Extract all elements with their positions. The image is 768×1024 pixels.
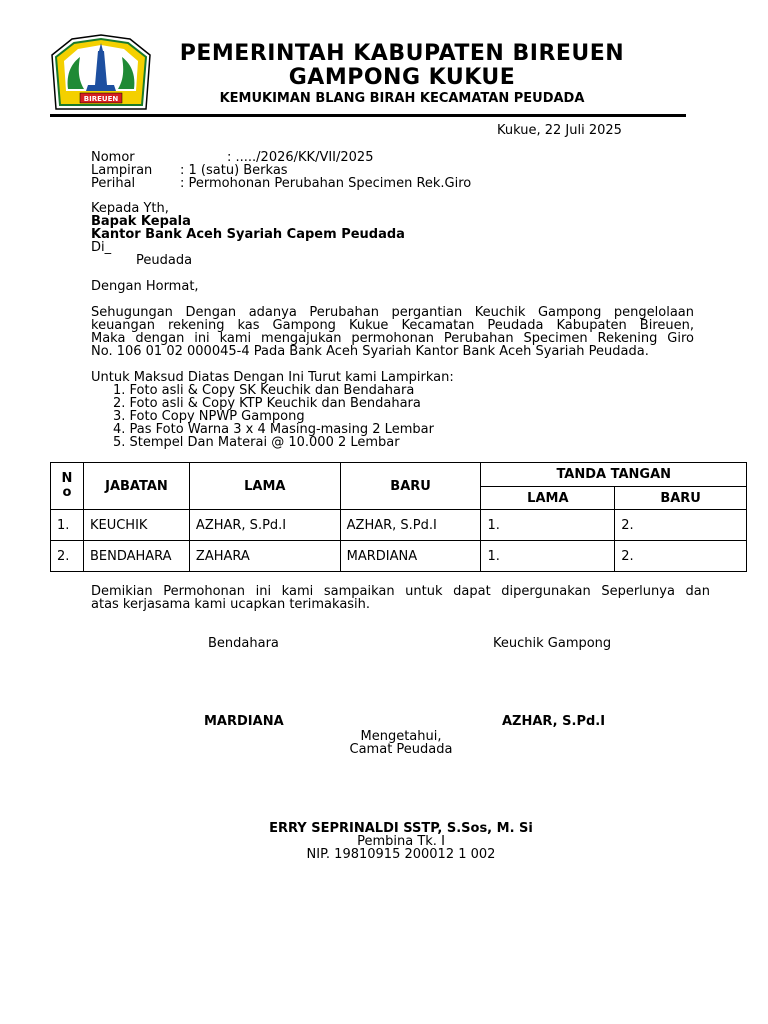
government-title: PEMERINTAH KABUPATEN BIREUEN	[179, 41, 625, 66]
cell-lama: AZHAR, S.Pd.I	[189, 510, 340, 541]
header-tanda-tangan: TANDA TANGAN	[481, 463, 747, 487]
attachment-item: 3. Foto Copy NPWP Gampong	[113, 409, 305, 424]
signer-left-name: MARDIANA	[204, 714, 284, 729]
cell-ttd-lama: 1.	[481, 510, 615, 541]
cell-jabatan: KEUCHIK	[83, 510, 189, 541]
village-title: GAMPONG KUKUE	[288, 65, 516, 90]
header-lama: LAMA	[189, 463, 340, 510]
table-row	[51, 510, 747, 541]
header-no-line2: o	[62, 485, 72, 500]
cell-no: 1.	[51, 510, 84, 541]
cell-jabatan: BENDAHARA	[83, 541, 189, 572]
cell-baru: MARDIANA	[340, 541, 481, 572]
bireuen-regency-logo	[50, 33, 152, 113]
place-date: Kukue, 22 Juli 2025	[497, 123, 622, 138]
attachment-item: 5. Stempel Dan Materai @ 10.000 2 Lembar	[113, 435, 400, 450]
header-ttd-baru: BARU	[615, 487, 747, 510]
header-no	[51, 463, 84, 510]
meta-value-perihal: : Permohonan Perubahan Specimen Rek.Giro	[180, 176, 472, 191]
body-line: No. 106 01 02 000045-4 Pada Bank Aceh Syariah Kantor Bank Aceh Syariah Peudada.	[91, 344, 649, 359]
addressee-place: Peudada	[136, 253, 193, 268]
meta-label-nomor: Nomor	[91, 150, 135, 165]
meta-label-lampiran: Lampiran	[91, 163, 153, 178]
header-no-line1: N	[61, 471, 73, 486]
letterhead-divider	[50, 114, 686, 117]
specimen-table	[50, 462, 747, 572]
signer-right-name: AZHAR, S.Pd.I	[502, 714, 606, 729]
logo-banner-text: BIREUEN	[83, 95, 119, 103]
body-line: Maka dengan ini kami mengajukan permohonan Perubahan Specimen Rekening Giro	[91, 331, 694, 346]
camat-nip: NIP. 19810915 200012 1 002	[306, 847, 496, 862]
addressee-greeting: Kepada Yth,	[91, 201, 169, 216]
attachment-item: 4. Pas Foto Warna 3 x 4 Masing-masing 2 Lembar	[113, 422, 434, 437]
addressee-line1: Bapak Kepala	[91, 214, 191, 229]
cell-ttd-lama: 1.	[481, 541, 615, 572]
salutation: Dengan Hormat,	[91, 279, 199, 294]
body-line: keuangan rekening kas Gampong Kukue Kecamatan Peudada Kabupaten Bireuen,	[91, 318, 694, 333]
meta-value-lampiran: : 1 (satu) Berkas	[180, 163, 288, 178]
signer-left-role: Bendahara	[208, 636, 279, 651]
camat-name: ERRY SEPRINALDI SSTP, S.Sos, M. Si	[269, 821, 533, 836]
closing-line: atas kerjasama kami ucapkan terimakasih.	[91, 597, 371, 612]
cell-ttd-baru: 2.	[615, 541, 747, 572]
cell-no: 2.	[51, 541, 84, 572]
attachments-intro: Untuk Maksud Diatas Dengan Ini Turut kami Lampirkan:	[91, 370, 454, 385]
addressee-at: Di_	[91, 240, 112, 255]
cell-baru: AZHAR, S.Pd.I	[340, 510, 481, 541]
header-ttd-lama: LAMA	[481, 487, 615, 510]
camat-rank: Pembina Tk. I	[357, 834, 445, 849]
district-subtitle: KEMUKIMAN BLANG BIRAH KECAMATAN PEUDADA	[219, 91, 585, 106]
closing-line: Demikian Permohonan ini kami sampaikan untuk dapat dipergunakan Seperlunya dan	[91, 584, 710, 599]
acknowledge-label: Mengetahui,	[360, 729, 442, 744]
meta-label-perihal: Perihal	[91, 176, 136, 191]
cell-lama: ZAHARA	[189, 541, 340, 572]
body-line: Sehugungan Dengan adanya Perubahan pergantian Keuchik Gampong pengelolaan	[91, 305, 694, 320]
signer-right-role: Keuchik Gampong	[493, 636, 612, 651]
header-jabatan: JABATAN	[83, 463, 189, 510]
cell-ttd-baru: 2.	[615, 510, 747, 541]
camat-role: Camat Peudada	[349, 742, 453, 757]
attachment-item: 1. Foto asli & Copy SK Keuchik dan Bendahara	[113, 383, 415, 398]
header-baru: BARU	[340, 463, 481, 510]
table-row	[51, 541, 747, 572]
meta-value-nomor: : ...../2026/KK/VII/2025	[227, 150, 374, 165]
addressee-line2: Kantor Bank Aceh Syariah Capem Peudada	[91, 227, 405, 242]
attachment-item: 2. Foto asli & Copy KTP Keuchik dan Bendahara	[113, 396, 421, 411]
